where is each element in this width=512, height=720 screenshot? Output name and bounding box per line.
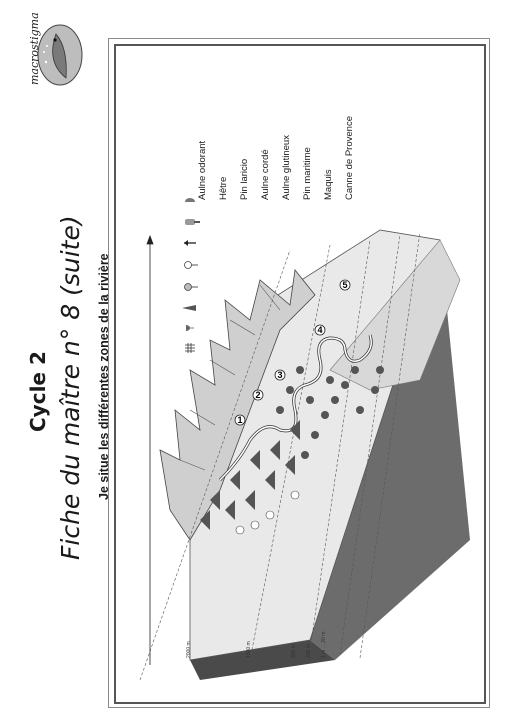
altitude-label-3: 200 m [306,644,312,658]
legend-label-2: Pin laricio [239,158,250,200]
altitude-label-0: 2000 m [186,641,192,658]
legend-label-0: Aulne odorant [197,140,208,200]
legend-label-4: Aulne glutineux [281,135,292,200]
legend-label-7: Canne de Provence [344,116,355,200]
logo-text: macrostigma [28,12,41,85]
page-subtitle: Je situe les différentes zones de la rivière [97,253,111,500]
zone-label-1: 1 [237,415,243,425]
altitude-label-4: 1 m ... 20 m [321,631,327,658]
legend-label-6: Maquis [323,169,334,200]
zone-label-3: 3 [277,370,283,380]
river-zones-diagram [130,210,480,700]
fiche-title: Fiche du maître n° 8 (suite) [56,215,85,560]
legend-label-5: Pin maritime [302,147,313,200]
macrostigma-logo [30,8,104,102]
altitude-label-2: 800 m [291,644,297,658]
cycle-title: Cycle 2 [26,351,50,432]
zone-label-2: 2 [255,390,261,400]
zone-label-4: 4 [317,325,323,335]
altitude-label-1: 1500 m [246,641,252,658]
legend-label-3: Aulne cordé [260,149,271,200]
zone-label-5: 5 [342,280,348,290]
legend-label-1: Hêtre [218,176,229,200]
